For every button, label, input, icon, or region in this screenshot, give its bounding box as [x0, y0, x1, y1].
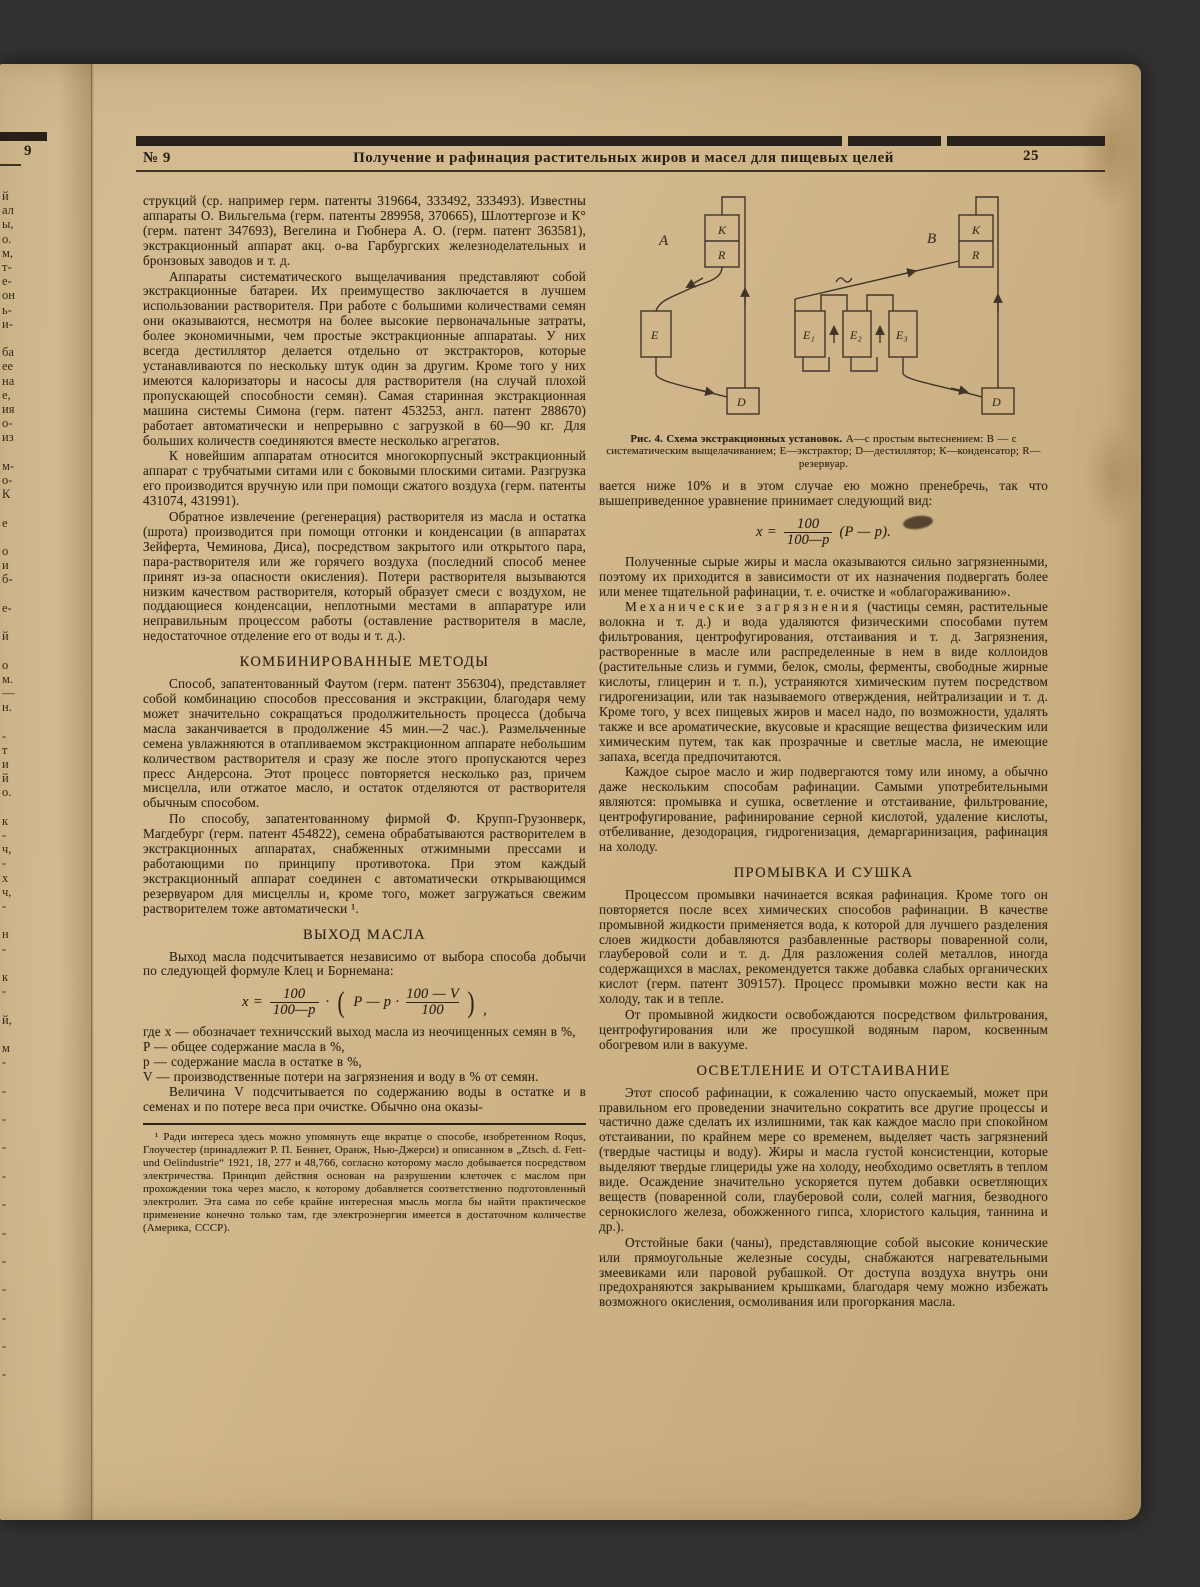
emphasized-spaced-text: Механические загрязнения	[625, 599, 862, 615]
header-bar-segment	[848, 136, 941, 146]
page-title: Получение и рафинация растительных жиров и масел для пищевых целей	[353, 150, 894, 166]
page-fold-line	[91, 64, 94, 1520]
footnote: ¹ Ради интереса здесь можно упомянуть еще вкратце о способе, изобретенном Roqus, Глоучестер (принадлежит Р. П. Беннет, Оранж, Нью-Джерси) и описанном в „Ztsch. d. Fett-und Oelindustrie“ 1921, 18, 277 и 48,766, согласно которому масло добывается посредством электричества. Принцип действия основан на разрушении клеточек с маслом при прохождении тока через масло, к которому добавляется соответственно подготовленный электролит. Эта сама по себе крайне интересная мысль могла бы найти практическое применение конечно только там, где электроэнергия имеется в достаточном количестве (Америка, СССР).	[143, 1123, 586, 1236]
prev-page-cutoff-text: й ал ы, о. м, т- е- он ь- и- ба ее на е, ия о- из м- о- К е о и б- е- й о м. — н. - т и й о. к - ч, - х ч, - н - к - й, м - - - - - - - - - - - -	[2, 189, 15, 1382]
label-reservoir: R	[718, 248, 726, 262]
paragraph: Этот способ рафинации, к сожалению часто опускаемый, может при правильном его проведении значительно сократить все другие процессы и частично даже сделать их излишними, так как каждое масло при спокойном отстаивании, по крайнем мере со временем, выделяет часть загрязнений (твердые частицы и воду). Жиры и масла густой консистенции, которые выделяют твердые глицериды уже на холоду, необходимо осветлять в теплом виде. Осаждение значительно ускоряется путем добавки осветляющих веществ (поваренной соли, глауберовой соли, солей магния, безводного сернокислого железа, обожженного гипса, хлористого кальция, таннина и др.).	[599, 1084, 1048, 1234]
prev-page-header-bar-fragment	[0, 132, 47, 141]
label-distiller: D	[992, 395, 1001, 409]
page-number: 25	[1023, 148, 1039, 164]
paragraph: Полученные сырые жиры и масла оказываются сильно загрязненными, поэтому их приходится в зависимости от их назначения подвергать более или менее тщательной рафинации, т. е. очистке и «облагораживанию».	[599, 553, 1048, 599]
formula-lhs: x =	[242, 994, 263, 1011]
gutter-shadow	[58, 64, 92, 1520]
section-heading-clarification-settling: ОСВЕТЛЕНИЕ И ОТСТАИВАНИЕ	[696, 1062, 951, 1079]
header-rule	[136, 170, 1105, 172]
label-condenser: K	[718, 223, 727, 237]
label-scheme-A: A	[659, 233, 669, 249]
label-extractor: E	[651, 328, 659, 342]
solvent-feed-line	[795, 261, 959, 299]
scheme-B	[795, 197, 1014, 414]
paragraph: По способу, запатентованному фирмой Ф. Крупп-Грузонверк, Магдебург (герм. патент 454822), семена обрабатываются растворителем в экстракционных аппаратах, снабженных отжимными прессами и работающими по принципу противотока. При этом каждый экстракционный аппарат соединен с автоматически открывающимся резервуаром для мисцеллы и, кроме того, может загружаться свежим растворителем тоже автоматически ¹.	[143, 811, 586, 916]
paragraph: вается ниже 10% и в этом случае ею можно пренебречь, так что вышеприведенное уравнение принимает следующий вид:	[599, 478, 1048, 509]
fraction: $\frac{100}{100—p}$	[270, 987, 319, 1018]
label-extractor-1: E₁	[803, 328, 815, 342]
paragraph: Выход масла подсчитывается независимо от выбора способа добычи по следующей формуле Клец и Борнемана:	[143, 948, 586, 979]
paragraph: Аппараты систематического выщелачивания представляют собой экстракционные батареи. Их преимущество заключается в лучшем использовании растворителя. При работе с большими количествами семян они оказываются, несмотря на более высокие первоначальные затраты, более экономичными, чем простые экстракционные аппаратаы. У них всегда дестиллятор делается отдельно от экстракторов, которые устанавливаются по нескольку штук один за другим. Кроме того у них имеются калоризаторы и насосы для растворителя (на случай плохой пропускающей способности семян). Самая старинная экстракционная машина системы Симона (герм. патент 453253, англ. патент 288670) работает автоматически и непрерывно с загрузкой в 60—90 кг. Для больших количеств соединяются вместе несколько агрегатов.	[143, 268, 586, 448]
paragraph: Обратное извлечение (регенерация) растворителя из масла и остатка (шрота) производится при помощи отгонки и конденсации (в аппаратах Зейферта, Чеминова, Диса), посредством закрытого или открытого пара, пара-растворителя или же горячего воздуха (последний способ менее принят из-за опасности окисления). Потери растворителя вызываются низким качеством растворителя, который образует смеси с воздухом, не поддающиеся конденсации, неплотными местами в аппаратуре или неправильным процессом работы (оставление растворителя в масле, недостаточное отделение его от воды и т. д.).	[143, 509, 586, 644]
label-condenser: K	[972, 223, 981, 237]
solvent-feed-line	[656, 267, 722, 311]
label-scheme-B: B	[927, 231, 937, 247]
scheme-A	[641, 197, 759, 414]
miscella-line	[903, 357, 982, 397]
miscella-line	[656, 357, 727, 397]
formula-oil-yield-simplified: x = $\frac{100}{100—p}$ (P — p).	[756, 515, 891, 548]
paragraph: Процессом промывки начинается всякая рафинация. Кроме того он повторяется после всех химических способов рафинации. В качестве промывной жидкости применяется вода, к которой для лучшего разделения слоев жидкости добавляются разбавленные растворы поваренной соли, глауберовой соли и т. д. Для разложения солей металлов, иногда содержащихся в маслах, рекомендуется также добавка слабых органических кислот (герм. патент 309157). Процесс промывки можно вести как на холоду, так и в тепле.	[599, 886, 1048, 1007]
prev-page-rule-fragment	[0, 164, 21, 166]
paragraph: Каждое сырое масло и жир подвергаются тому или иному, а обычно даже нескольким способам рафинации. Самыми употребительными являются: промывка и сушка, осветление и отстаивание, фильтрование, центрофугирование, рафинирование серной кислотой, удаление кислоты, отбеливание, дезодорация, гидрогенизация, демаргаринизация, рафинация на холоду.	[599, 764, 1048, 854]
figure-caption: Рис. 4. Схема экстракционных установок. А—с простым вытеснением: В — с систематическим выщелачиванием; Е—экстрактор; D—дестиллятор; К—конденсатор; R—резервуар.	[606, 432, 1041, 470]
fraction: $\frac{100 — V}{100}$	[406, 986, 460, 1019]
section-heading-oil-yield: ВЫХОД МАСЛА	[302, 926, 427, 943]
bottom-connector	[803, 357, 829, 371]
right-column	[599, 183, 1048, 1311]
paragraph: От промывной жидкости освобождаются посредством фильтрования, центрофугирования или же просушкой водяным паром, косвенным обогревом или в вакууме.	[599, 1007, 1048, 1052]
issue-number: № 9	[143, 150, 171, 166]
header-bar-segment	[947, 136, 1105, 146]
paragraph: струкций (ср. например герм. патенты 319664, 333492, 333493). Известны аппараты О. Вильгельма (герм. патенты 289958, 370665), Шлоттергозе и К° (герм. патент 347693), Вегелина и Гюбнера А. О. (герм. патент 363581), экстракционный аппарат акц. о-ва Гарбургских железноделательных и бронзовых заводов и т. д.	[143, 193, 586, 268]
paragraph: К новейшим аппаратам относится многокорпусный экстракционный аппарат с трубчатыми ситами или с боковыми плоскими ситами. Разгрузка его производится вручную или при помощи сжатого воздуха (герм. патенты 431074, 431991).	[143, 448, 586, 509]
formula-oil-yield: x = $\frac{100}{100—p}$ · ( P — p · $\frac{100 — V}{100}$ ) ,	[242, 985, 487, 1019]
paragraph: Величина V подсчитывается по содержанию воды в остатке и в семенах и по потере веса при очистке. Обычно она оказы-	[143, 1083, 586, 1114]
header-bar-segment	[136, 136, 842, 146]
section-heading-combined-methods: КОМБИНИРОВАННЫЕ МЕТОДЫ	[239, 654, 490, 671]
paragraph: Способ, запатентованный Фаутом (герм. патент 356304), представляет собой комбинацию способов прессования и экстракции, благодаря чему может значительно сокращаться продолжительность процесса (добыча масла заканчивается в продолжение 45 мин.—2 час.). Размельченные семена увлажняются в отапливаемом экстракционном аппарате небольшим количеством растворителя и сразу же после этого пропускаются через пресс Андерсона. Этот процесс повторяется несколько раз, причем мисцелла, или отжатое масло, и остаток отделяются от растворителя обычным способом.	[143, 676, 586, 811]
flow-squiggle-mark	[836, 278, 852, 282]
label-extractor-3: E₃	[896, 328, 908, 342]
extraction-diagram	[599, 183, 1049, 427]
formula-variable-definitions: где x — обозначает техничсский выход масла из неочищенных семян в %, P — общее содержание масла в %, p — содержание масла в остатке в %, V — производственные потери на загрязнения и воду в % от семян.	[143, 1024, 576, 1084]
left-column	[143, 194, 586, 1235]
fraction: $\frac{100}{100—p}$	[784, 517, 833, 548]
figure-extraction-schematic	[599, 183, 1048, 470]
label-distiller: D	[737, 395, 746, 409]
paragraph: Механические загрязнения (частицы семян, растительные волокна и т. д.) и вода удаляются физическими способами путем фильтрования, центрофугирования, отстаивания и т. д. Загрязнения, растворенные в масле или распределенные в нем в виде коллоидов (растительные слизь и гумми, белок, смолы, ферменты, свободные жирные кислоты, глицерин и т. п.), устраняются химическим путем посредством гидрогенизации, или так называемого отверждения, нейтрализации и т. д. Кроме того, у всех пищевых жиров и масел надо, по возможности, удалять также и все ароматические, вкусовые и красящие вещества физическим или химическим путем, так как прозрачные и светлые масла, не имеющие запаха, всегда предпочитаются.	[599, 599, 1048, 764]
prev-page-number: 9	[24, 143, 32, 159]
label-extractor-2: E₂	[850, 328, 862, 342]
label-reservoir: R	[972, 248, 980, 262]
top-connector	[867, 295, 893, 311]
paragraph: Отстойные баки (чаны), представляющие собой высокие конические или прямоугольные железные сосуды, снабжаются нагревательными змеевиками или паровой рубашкой. От доступа воздуха внутрь они предохраняются закрыванием крышками, благодаря чему можно избежать возможного окисления, осмоливания или прогоркания масла.	[599, 1234, 1048, 1310]
bottom-connector	[851, 357, 877, 371]
section-heading-washing-drying: ПРОМЫВКА И СУШКА	[733, 864, 914, 881]
top-connector	[821, 295, 847, 311]
